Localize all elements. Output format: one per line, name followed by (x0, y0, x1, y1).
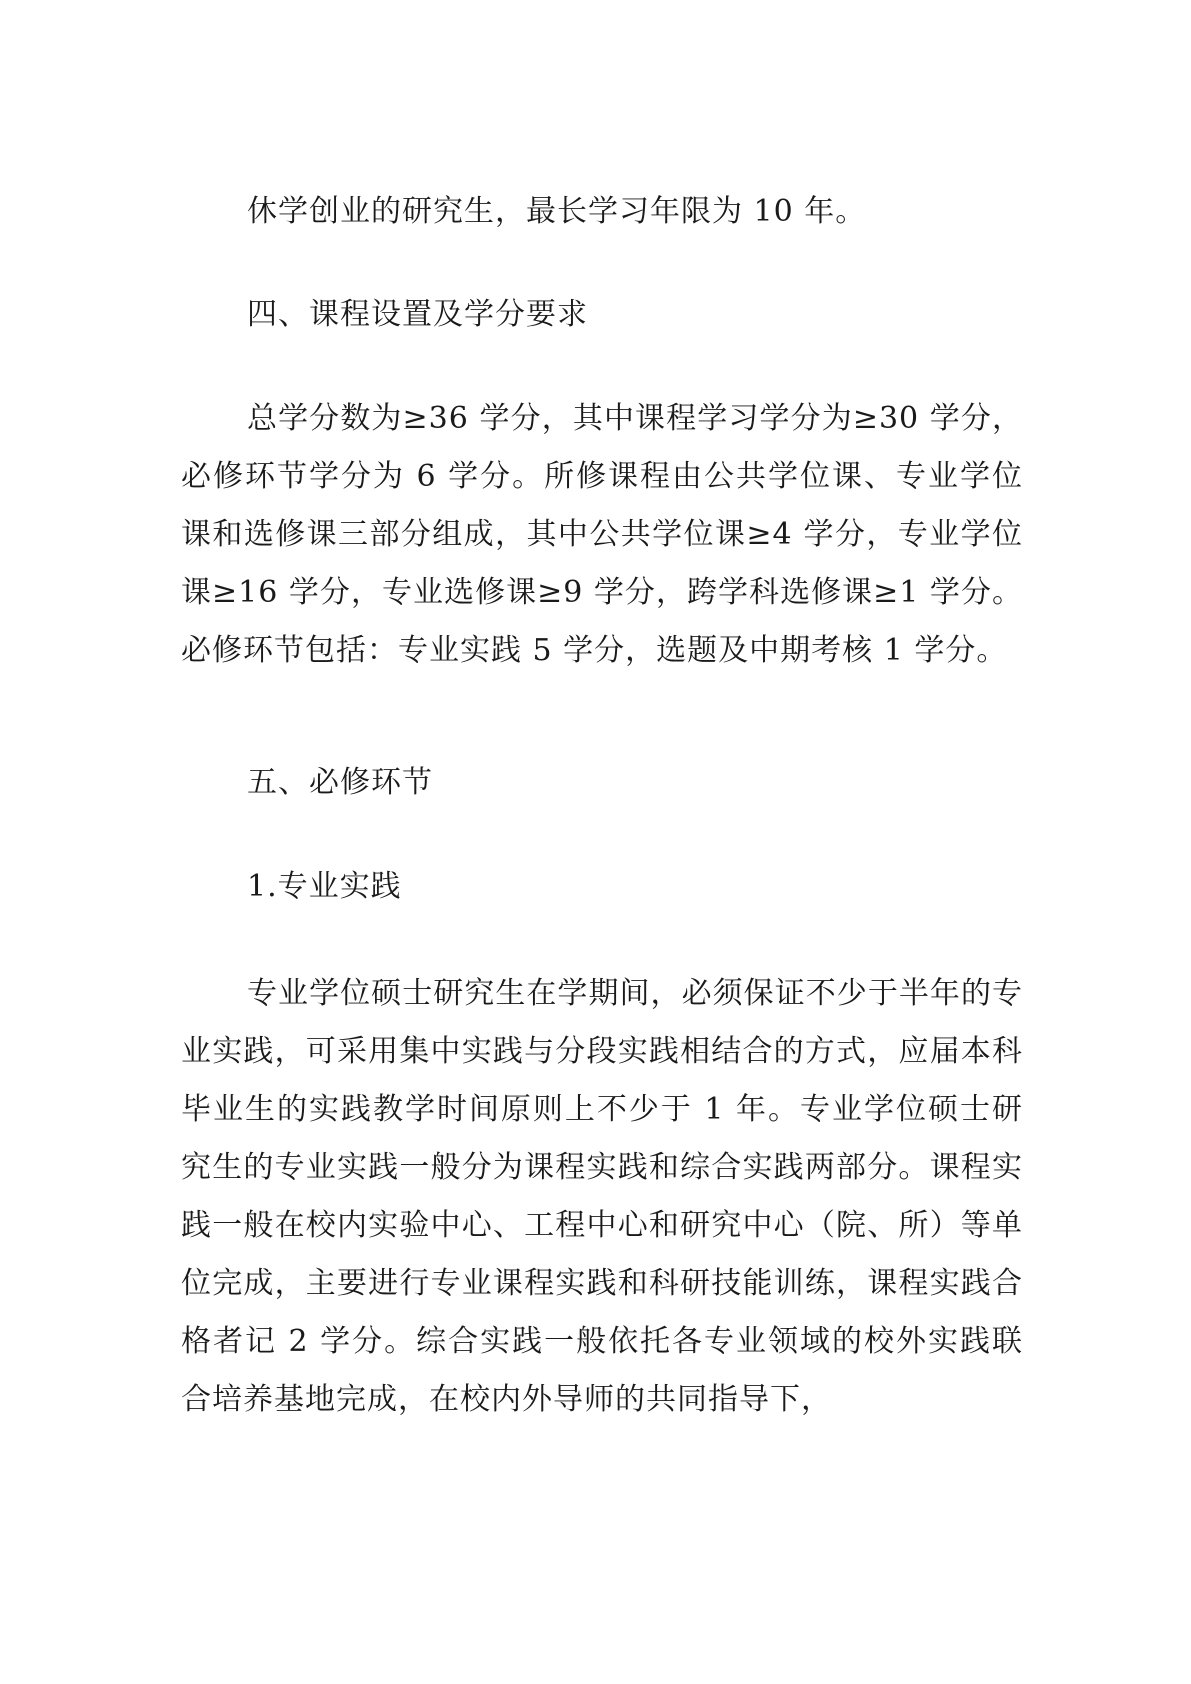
paragraph-study-duration: 休学创业的研究生，最长学习年限为 10 年。 (247, 194, 867, 229)
subheading-professional-practice: 1.专业实践 (247, 869, 402, 904)
section-heading-required-links: 五、必修环节 (247, 765, 433, 800)
paragraph-professional-practice: 专业学位硕士研究生在学期间，必须保证不少于半年的专业实践，可采用集中实践与分段实践相结合的方式，应届本科毕业生的实践教学时间原则上不少于 1 年。专业学位硕士研究生的专业实践一般分为课程实践和综合实践两部分。课程实践一般在校内实验中心、工程中心和研究中心（院、所）等单位完成，主要进行专业课程实践和科研技能训练，课程实践合格者记 2 学分。综合实践一般依托各专业领域的校外实践联合培养基地完成，在校内外导师的共同指导下， (181, 976, 1023, 1417)
paragraph-credit-requirements: 总学分数为≥36 学分，其中课程学习学分为≥30 学分，必修环节学分为 6 学分。所修课程由公共学位课、专业学位课和选修课三部分组成，其中公共学位课≥4 学分，专业学位课≥16 学分，专业选修课≥9 学分，跨学科选修课≥1 学分。必修环节包括：专业实践 5 学分，选题及中期考核 1 学分。 (181, 401, 1023, 668)
section-heading-courses: 四、课程设置及学分要求 (247, 297, 588, 332)
